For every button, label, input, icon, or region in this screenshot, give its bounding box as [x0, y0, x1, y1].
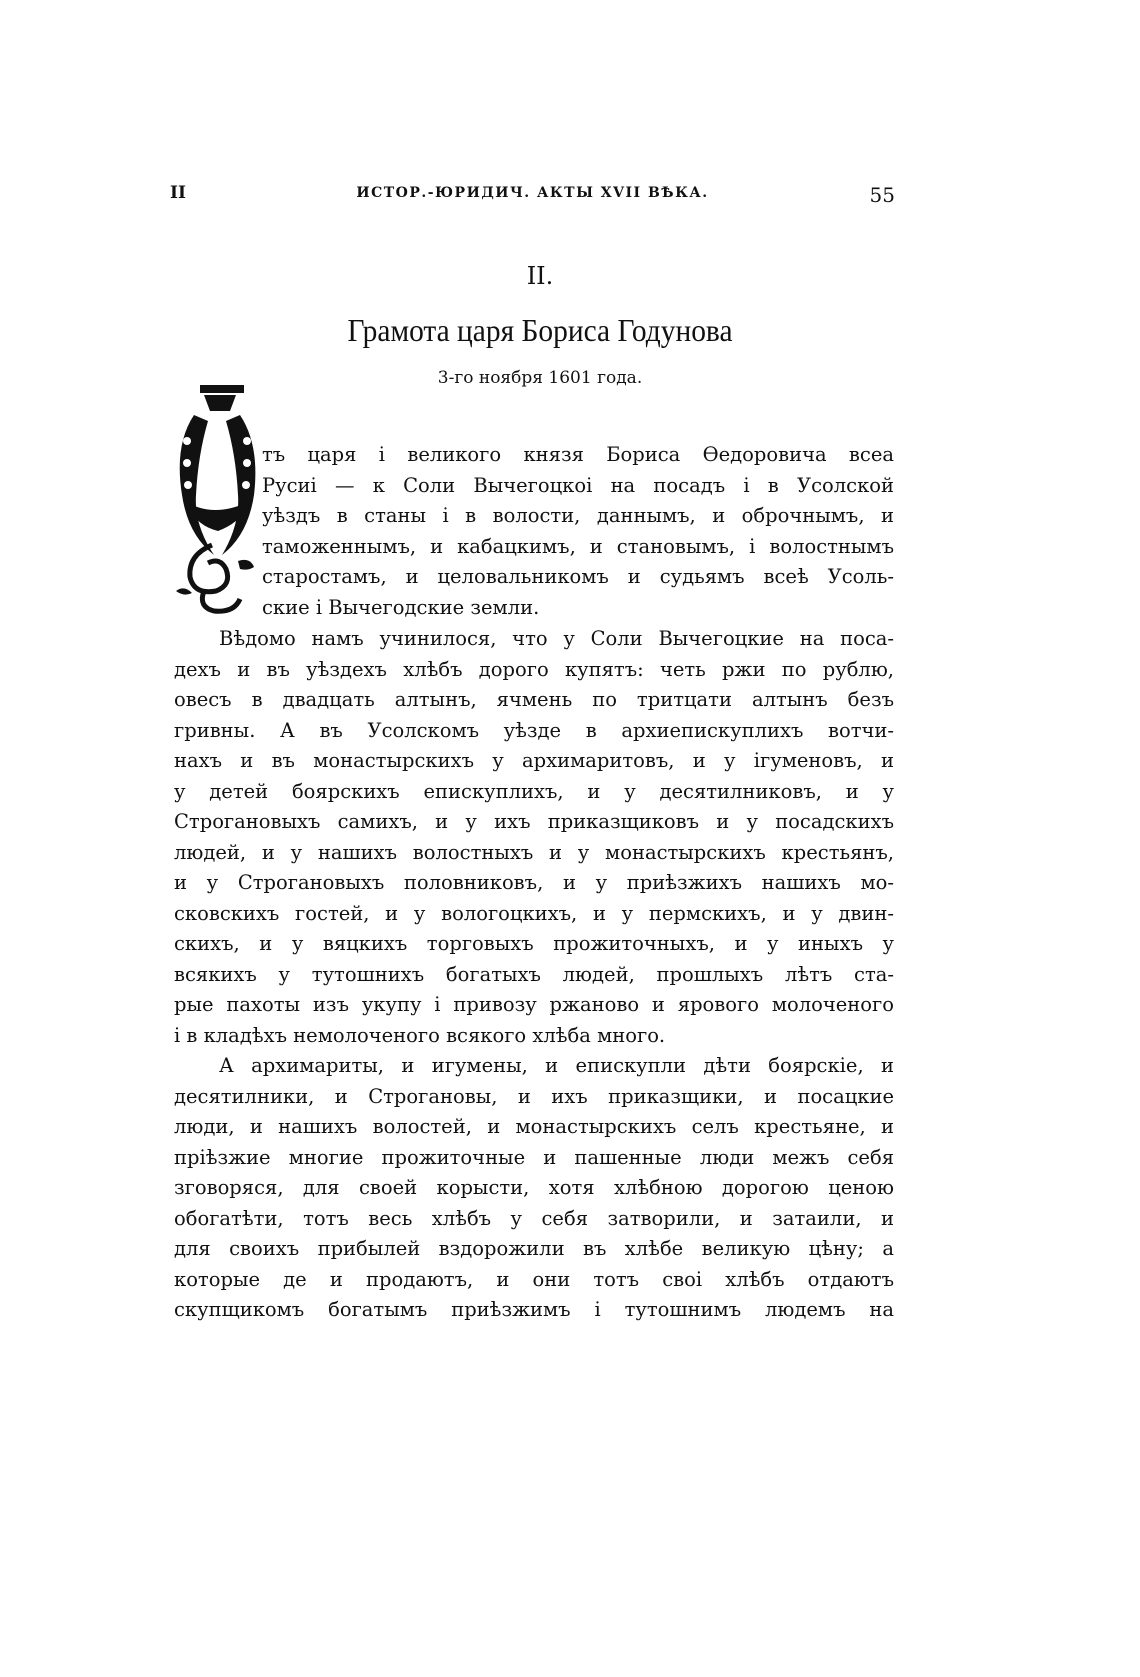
- text-line: обогатѣти, тотъ весь хлѣбъ у себя затворили, и затаили, и: [174, 1206, 894, 1230]
- text-line: которые де и продаютъ, и они тотъ своі хлѣбъ отдаютъ: [174, 1267, 894, 1291]
- document-number: II.: [526, 262, 554, 290]
- text-line: десятилники, и Строгановы, и ихъ приказщики, и посацкие: [174, 1084, 894, 1108]
- text-line: для своихъ прибылей вздорожили въ хлѣбе великую цѣну; а: [174, 1237, 894, 1260]
- text-line: Вѣдомо намъ учинилося, что у Соли Вычегоцкие на посa-: [219, 627, 894, 650]
- text-line: скупщикомъ богатымъ приѣзжимъ і тутошнимъ людемъ на: [174, 1298, 894, 1321]
- text-line: Строгановыхъ самихъ, и у ихъ приказщиковъ и у посадскихъ: [174, 810, 894, 833]
- text-line: людей, и у нашихъ волостныхъ и у монастырскихъ крестьянъ,: [174, 840, 894, 864]
- text-line: овесъ в двадцать алтынъ, ячмень по тритцати алтынъ безъ: [174, 688, 894, 711]
- text-line: и у Строгановыхъ половниковъ, и у приѣзжихъ нашихъ мо-: [174, 871, 894, 894]
- text-line: старостамъ, и целовальникомъ и судьямъ всеѣ Усоль-: [262, 565, 894, 588]
- text-line: нахъ и въ монастырскихъ у архимаритовъ, и у ігуменовъ, и: [174, 749, 894, 772]
- text-line: і в кладѣхъ немолоченого всякого хлѣба много.: [174, 1023, 666, 1047]
- text-line: тъ царя і великого князя Бориса Ѳедоровича всеа: [262, 443, 894, 466]
- document-date: 3-го ноября 1601 года.: [437, 368, 643, 388]
- text-line: зговоряся, для своей корысти, хотя хлѣбною дорогою ценою: [174, 1176, 894, 1199]
- text-line: Русиі — к Соли Вычегоцкоі на посадъ і в Усолской: [262, 473, 894, 497]
- document-title: Грамота царя Бориса Годунова: [347, 312, 733, 348]
- section-number: II: [170, 183, 186, 203]
- opening-paragraph: [262, 440, 894, 623]
- text-line: скиe і Вычегодские земли.: [262, 595, 540, 619]
- body-text: [174, 624, 894, 1326]
- text-line: пріѣзжие многие прожиточные и пашенные люди межъ себя: [174, 1145, 894, 1169]
- ornamental-initial-o-icon: [174, 385, 260, 615]
- text-line: А архимариты, и игумены, и епискупли дѣти боярскіе, и: [219, 1054, 894, 1077]
- text-line: гривны. А въ Усолскомъ уѣзде в архиепискуплихъ вотчи-: [174, 718, 894, 742]
- text-line: сковскихъ гостей, и у вологоцкихъ, и у пермскихъ, и у двин-: [174, 901, 894, 925]
- running-title: ИСТОР.-ЮРИДИЧ. АКТЫ XVII ВѢКА.: [356, 185, 709, 201]
- page-number: 55: [869, 183, 895, 207]
- text-line: дехъ и въ уѣздехъ хлѣбъ дорого купятъ: четь ржи по рублю,: [174, 657, 894, 681]
- text-line: рые пахоты изъ укупу і привозу ржаново и ярового молоченого: [174, 993, 894, 1016]
- running-header: [170, 183, 895, 207]
- text-line: таможеннымъ, и кабацкимъ, и становымъ, і волостнымъ: [262, 534, 894, 558]
- text-line: у детей боярскихъ епискуплихъ, и у десятилниковъ, и у: [174, 779, 894, 803]
- text-line: люди, и нашихъ волостей, и монастырскихъ селъ крестьяне, и: [174, 1115, 894, 1138]
- text-line: уѣздъ в станы і в волости, даннымъ, и оброчнымъ, и: [262, 504, 894, 527]
- text-line: всякихъ у тутошнихъ богатыхъ людей, прошлыхъ лѣтъ ста-: [174, 962, 894, 986]
- text-line: скихъ, и у вяцкихъ торговыхъ прожиточныхъ, и у иныхъ у: [174, 932, 894, 955]
